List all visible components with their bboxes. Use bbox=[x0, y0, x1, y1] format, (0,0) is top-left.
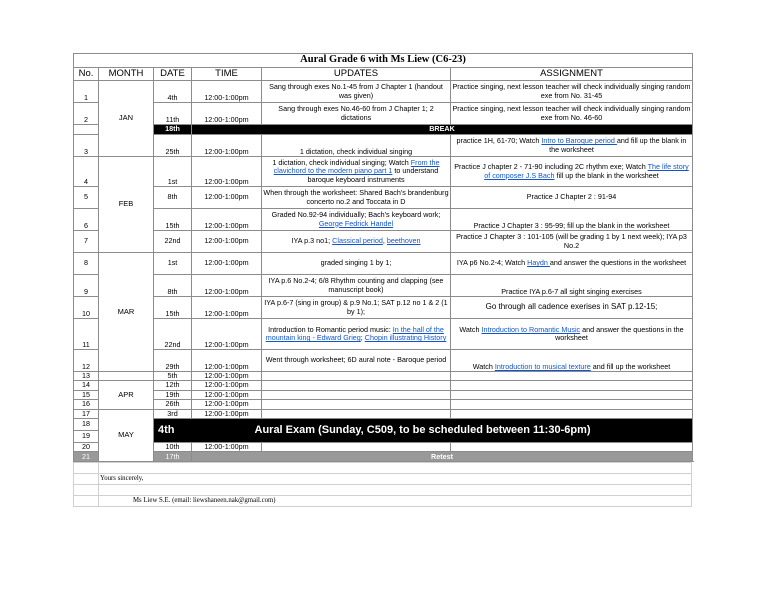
row-updates: 1 dictation, check individual singing bbox=[262, 135, 451, 157]
table-row bbox=[74, 400, 693, 409]
updates-text: Graded No.92-94 individually; Bach's keyboard work; bbox=[271, 210, 441, 220]
footer-blank bbox=[74, 496, 99, 507]
row-time: 12:00-1:00pm bbox=[192, 81, 262, 103]
assignment-text: and answer the questions in the worksheet bbox=[549, 258, 687, 268]
footer-table bbox=[73, 462, 692, 507]
table-row bbox=[74, 157, 693, 187]
assignment-text: and fill up the worksheet bbox=[590, 361, 671, 371]
row-time: 12:00-1:00pm bbox=[192, 275, 262, 297]
sincerely-text: Yours sincerely, bbox=[99, 474, 692, 485]
row-updates: IYA p.6-7 (sing in group) & p.9 No.1; SAT p.12 no 1 & 2 (1 by 1); bbox=[262, 297, 451, 319]
table-row bbox=[74, 275, 693, 297]
row-updates bbox=[262, 390, 451, 399]
row-date: 10th bbox=[154, 443, 192, 452]
break-no bbox=[74, 125, 99, 135]
clavichord-link[interactable]: From the clavichord to the modern piano part 1 bbox=[273, 157, 440, 176]
row-assignment bbox=[451, 135, 693, 157]
row-assignment: Practice singing, next lesson teacher will check individually singing random exe from No. 46-60 bbox=[451, 103, 693, 125]
classical-period-link[interactable]: Classical period bbox=[332, 236, 383, 246]
row-updates: Sang through exes No.46-60 from J Chapter 1; 2 dictations bbox=[262, 103, 451, 125]
row-no: 9 bbox=[74, 275, 99, 297]
updates-text: IYA p.3 no1; bbox=[291, 236, 333, 246]
month-apr: APR bbox=[99, 381, 154, 409]
row-time: 12:00-1:00pm bbox=[192, 209, 262, 231]
row-assignment: Practice J Chapter 2 : 91-94 bbox=[451, 187, 693, 209]
row-date: 1st bbox=[154, 157, 192, 187]
row-updates: When through the worksheet: Shared Bach's brandenburg concerto no.2 and Toccata in D bbox=[262, 187, 451, 209]
row-date: 22nd bbox=[154, 319, 192, 350]
row-no: 11 bbox=[74, 319, 99, 350]
updates-text: ; bbox=[360, 333, 365, 342]
row-date: 8th bbox=[154, 275, 192, 297]
row-no: 4 bbox=[74, 157, 99, 187]
assignment-text: fill up the blank in the worksheet bbox=[554, 170, 659, 180]
month-mar: MAR bbox=[99, 253, 154, 372]
row-date: 29th bbox=[154, 350, 192, 372]
row-time: 12:00-1:00pm bbox=[192, 157, 262, 187]
row-time: 12:00-1:00pm bbox=[192, 381, 262, 390]
musical-texture-link[interactable]: Introduction to musical texture bbox=[494, 361, 591, 371]
row-date: 22nd bbox=[154, 231, 192, 253]
row-date: 12th bbox=[154, 381, 192, 390]
row-assignment: Practice IYA p.6-7 all sight singing exercises bbox=[451, 275, 693, 297]
month-may: MAY bbox=[99, 409, 154, 462]
retest-label: Retest bbox=[192, 452, 693, 462]
exam-date: 4th bbox=[158, 424, 175, 437]
row-date: 11th bbox=[154, 103, 192, 125]
row-no: 8 bbox=[74, 253, 99, 275]
header-updates: UPDATES bbox=[262, 68, 451, 81]
footer-blank bbox=[99, 463, 692, 474]
row-assignment bbox=[451, 443, 693, 452]
row-time: 12:00-1:00pm bbox=[192, 253, 262, 275]
table-row bbox=[74, 297, 693, 319]
row-assignment bbox=[451, 157, 693, 187]
row-date: 26th bbox=[154, 400, 192, 409]
row-date: 15th bbox=[154, 297, 192, 319]
row-no: 15 bbox=[74, 390, 99, 399]
footer-row bbox=[74, 485, 692, 496]
table-row bbox=[74, 231, 693, 253]
month-feb: FEB bbox=[99, 157, 154, 253]
row-no: 17 bbox=[74, 409, 99, 418]
row-updates bbox=[262, 443, 451, 452]
page-title: Aural Grade 6 with Ms Liew (C6-23) bbox=[74, 54, 693, 68]
row-assignment: Practice singing, next lesson teacher will check individually singing random exe from No. 31-45 bbox=[451, 81, 693, 103]
assignment-text: and answer the questions in the worksheet bbox=[555, 324, 684, 342]
row-no: 12 bbox=[74, 350, 99, 372]
row-time: 12:00-1:00pm bbox=[192, 350, 262, 372]
footer-blank bbox=[99, 485, 692, 496]
table-row bbox=[74, 381, 693, 390]
row-date: 3rd bbox=[154, 409, 192, 418]
row-date: 25th bbox=[154, 135, 192, 157]
row-no: 2 bbox=[74, 103, 99, 125]
row-time: 12:00-1:00pm bbox=[192, 400, 262, 409]
header-no: No. bbox=[74, 68, 99, 81]
row-updates: graded singing 1 by 1; bbox=[262, 253, 451, 275]
row-no: 16 bbox=[74, 400, 99, 409]
footer-blank bbox=[74, 463, 99, 474]
beethoven-link[interactable]: beethoven bbox=[386, 236, 421, 246]
assignment-text: Practice J chapter 2 - 71-90 including 2C rhythm exe; Watch bbox=[454, 162, 648, 172]
retest-row bbox=[74, 452, 693, 462]
assignment-text: Watch bbox=[472, 361, 495, 371]
row-date: 4th bbox=[154, 81, 192, 103]
exam-label: Aural Exam (Sunday, C509, to be scheduled between 11:30-6pm) bbox=[254, 424, 591, 437]
row-updates bbox=[262, 209, 451, 231]
table-row bbox=[74, 187, 693, 209]
table-row bbox=[74, 103, 693, 125]
updates-text: to understand baroque keyboard instruments bbox=[307, 166, 439, 184]
table-row bbox=[74, 390, 693, 399]
row-assignment: Go through all cadence exerises in SAT p.12-15; bbox=[451, 297, 693, 319]
exam-banner bbox=[154, 419, 693, 443]
bach-life-link[interactable]: The life story of composer J.S Bach bbox=[484, 162, 689, 180]
row-time: 12:00-1:00pm bbox=[192, 409, 262, 418]
header-date: DATE bbox=[154, 68, 192, 81]
table-row bbox=[74, 372, 693, 381]
row-updates: IYA p.6 No.2-4; 6/8 Rhythm counting and clapping (see manuscript book) bbox=[262, 275, 451, 297]
row-assignment bbox=[451, 390, 693, 399]
row-assignment bbox=[451, 253, 693, 275]
table-row bbox=[74, 350, 693, 372]
footer-row bbox=[74, 474, 692, 485]
row-no: 10 bbox=[74, 297, 99, 319]
row-time: 12:00-1:00pm bbox=[192, 319, 262, 350]
title-row bbox=[74, 54, 693, 68]
row-updates bbox=[262, 400, 451, 409]
row-updates: Went through worksheet; 6D aural note - Baroque period bbox=[262, 350, 451, 372]
row-date: 1st bbox=[154, 253, 192, 275]
month-blank bbox=[99, 372, 154, 381]
assignment-text: practice 1H, 61-70; Watch bbox=[456, 136, 542, 146]
row-no: 20 bbox=[74, 443, 99, 452]
updates-text: , bbox=[382, 236, 387, 246]
handel-link[interactable]: George Fedrick Handel bbox=[318, 218, 394, 228]
row-assignment: Practice J Chapter 3 : 101-105 (will be grading 1 by 1 next week); IYA p3 No.2 bbox=[451, 231, 693, 253]
chopin-link[interactable]: Chopin illustrating History bbox=[364, 333, 447, 342]
row-updates bbox=[262, 157, 451, 187]
row-no: 18 bbox=[74, 419, 99, 431]
row-no: 5 bbox=[74, 187, 99, 209]
row-no: 3 bbox=[74, 135, 99, 157]
row-updates: Sang through exes No.1-45 from J Chapter 1 (handout was given) bbox=[262, 81, 451, 103]
row-time: 12:00-1:00pm bbox=[192, 231, 262, 253]
footer-row bbox=[74, 496, 692, 507]
row-no: 1 bbox=[74, 81, 99, 103]
row-time: 12:00-1:00pm bbox=[192, 187, 262, 209]
row-assignment bbox=[451, 350, 693, 372]
assignment-text: and fill up the blank in the worksheet bbox=[549, 136, 687, 154]
haydn-link[interactable]: Haydn bbox=[527, 258, 550, 268]
romantic-music-link[interactable]: Introduction to Romantic Music bbox=[481, 324, 581, 334]
row-time: 12:00-1:00pm bbox=[192, 443, 262, 452]
row-date: 15th bbox=[154, 209, 192, 231]
row-updates bbox=[262, 409, 451, 418]
table-row bbox=[74, 81, 693, 103]
assignment-text: Watch bbox=[459, 324, 482, 334]
row-assignment bbox=[451, 381, 693, 390]
break-label: BREAK bbox=[192, 125, 693, 135]
mountain-king-link[interactable]: In the hall of the mountain king - Edward Grieg bbox=[265, 324, 444, 342]
row-assignment: Practice J Chapter 3 : 95-99; fill up the blank in the worksheet bbox=[451, 209, 693, 231]
row-updates bbox=[262, 319, 451, 350]
row-updates bbox=[262, 381, 451, 390]
footer-blank bbox=[74, 474, 99, 485]
row-date: 5th bbox=[154, 372, 192, 381]
table-row bbox=[74, 319, 693, 350]
header-month: MONTH bbox=[99, 68, 154, 81]
exam-row bbox=[74, 419, 693, 431]
updates-text: Introduction to Romantic period music: bbox=[268, 324, 393, 334]
footer-blank bbox=[74, 485, 99, 496]
schedule-table bbox=[73, 53, 693, 462]
header-row bbox=[74, 68, 693, 81]
assignment-text: IYA p6 No.2-4; Watch bbox=[456, 258, 528, 268]
row-no: 19 bbox=[74, 431, 99, 443]
row-date: 19th bbox=[154, 390, 192, 399]
table-row bbox=[74, 209, 693, 231]
row-no: 14 bbox=[74, 381, 99, 390]
schedule-sheet bbox=[73, 53, 692, 507]
row-date: 8th bbox=[154, 187, 192, 209]
table-row bbox=[74, 135, 693, 157]
table-row bbox=[74, 443, 693, 452]
row-time: 12:00-1:00pm bbox=[192, 297, 262, 319]
row-assignment bbox=[451, 372, 693, 381]
intro-baroque-link[interactable]: Intro to Baroque period bbox=[541, 136, 617, 146]
month-jan: JAN bbox=[99, 81, 154, 157]
row-time: 12:00-1:00pm bbox=[192, 372, 262, 381]
row-date: 17th bbox=[154, 452, 192, 462]
updates-text: 1 dictation, check individual singing; Watch bbox=[272, 157, 411, 167]
row-assignment bbox=[451, 409, 693, 418]
break-date: 18th bbox=[154, 125, 192, 135]
break-row bbox=[74, 125, 693, 135]
row-no: 6 bbox=[74, 209, 99, 231]
footer-row bbox=[74, 463, 692, 474]
row-assignment bbox=[451, 319, 693, 350]
row-updates bbox=[262, 372, 451, 381]
row-no: 21 bbox=[74, 452, 99, 462]
row-time: 12:00-1:00pm bbox=[192, 390, 262, 399]
row-time: 12:00-1:00pm bbox=[192, 103, 262, 125]
row-no: 7 bbox=[74, 231, 99, 253]
table-row bbox=[74, 409, 693, 418]
header-assignment: ASSIGNMENT bbox=[451, 68, 693, 81]
row-no: 13 bbox=[74, 372, 99, 381]
signature-text: Ms Liew S.E. (email: liewshaneen.nak@gmail.com) bbox=[99, 496, 692, 507]
row-assignment bbox=[451, 400, 693, 409]
row-updates bbox=[262, 231, 451, 253]
table-row bbox=[74, 253, 693, 275]
row-time: 12:00-1:00pm bbox=[192, 135, 262, 157]
header-time: TIME bbox=[192, 68, 262, 81]
